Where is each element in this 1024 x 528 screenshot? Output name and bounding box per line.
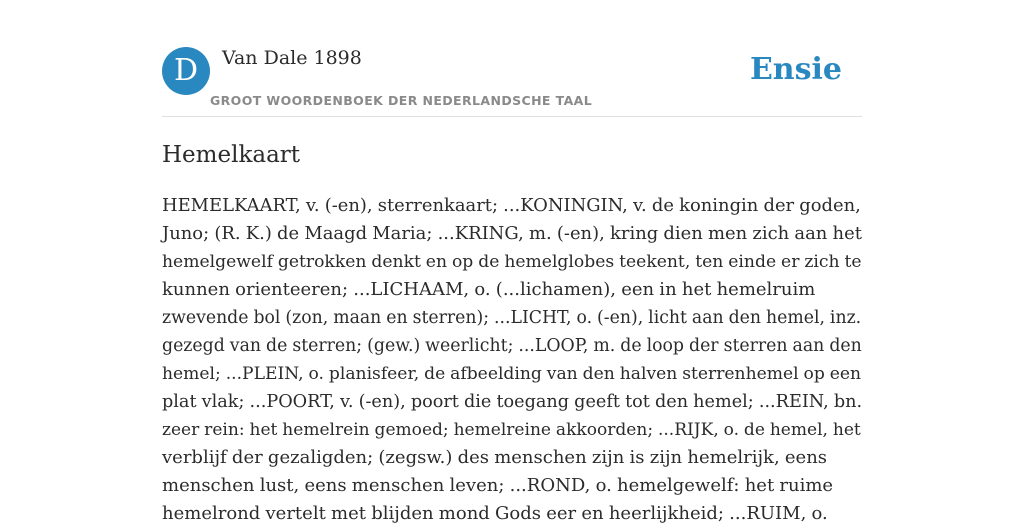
definition-line: hemelrond vertelt met blijden mond Gods eer en heerlijkheid; ...RUIM, o.: [162, 503, 828, 524]
dictionary-logo-icon[interactable]: D: [162, 47, 210, 95]
definition-line: gezegd van de sterren; (gew.) weerlicht; ...LOOP, m. de loop der sterren aan den: [162, 336, 862, 356]
definition-line: Juno; (R. K.) de Maagd Maria; ...KRING, m. (-en), kring dien men zich aan het: [162, 223, 862, 244]
site-header: [162, 46, 862, 117]
definition-line: zeer rein: het hemelrein gemoed; hemelreine akkoorden; ...RIJK, o. de hemel, het: [162, 420, 861, 440]
entry-definition: [162, 192, 862, 528]
definition-line: hemel; ...PLEIN, o. planisfeer, de afbeelding van den halven sterrenhemel op een: [162, 364, 862, 384]
definition-line: hemelgewelf getrokken denkt en op de hemelglobes teekent, ten einde er zich te: [162, 252, 862, 272]
definition-line: HEMELKAART, v. (-en), sterrenkaart; ...KONINGIN, v. de koningin der goden,: [162, 195, 861, 216]
entry-headword: Hemelkaart: [162, 142, 301, 168]
dictionary-title[interactable]: Van Dale 1898: [222, 47, 362, 69]
dictionary-subtitle: GROOT WOORDENBOEK DER NEDERLANDSCHE TAAL: [210, 93, 593, 108]
definition-line: verblijf der gezaligden; (zegsw.) des menschen zijn is zijn hemelrijk, eens: [162, 447, 828, 468]
definition-line: zwevende bol (zon, maan en sterren); ...LICHT, o. (-en), licht aan den hemel, inz.: [162, 308, 862, 328]
ensie-brand-logo[interactable]: Ensie: [749, 52, 842, 87]
definition-line: plat vlak; ...POORT, v. (-en), poort die toegang geeft tot den hemel; ...REIN, bn.: [162, 392, 863, 412]
definition-line: kunnen orienteeren; ...LICHAAM, o. (...lichamen), een in het hemelruim: [162, 279, 816, 300]
definition-line: menschen lust, eens menschen leven; ...ROND, o. hemelgewelf: het ruime: [162, 475, 834, 496]
